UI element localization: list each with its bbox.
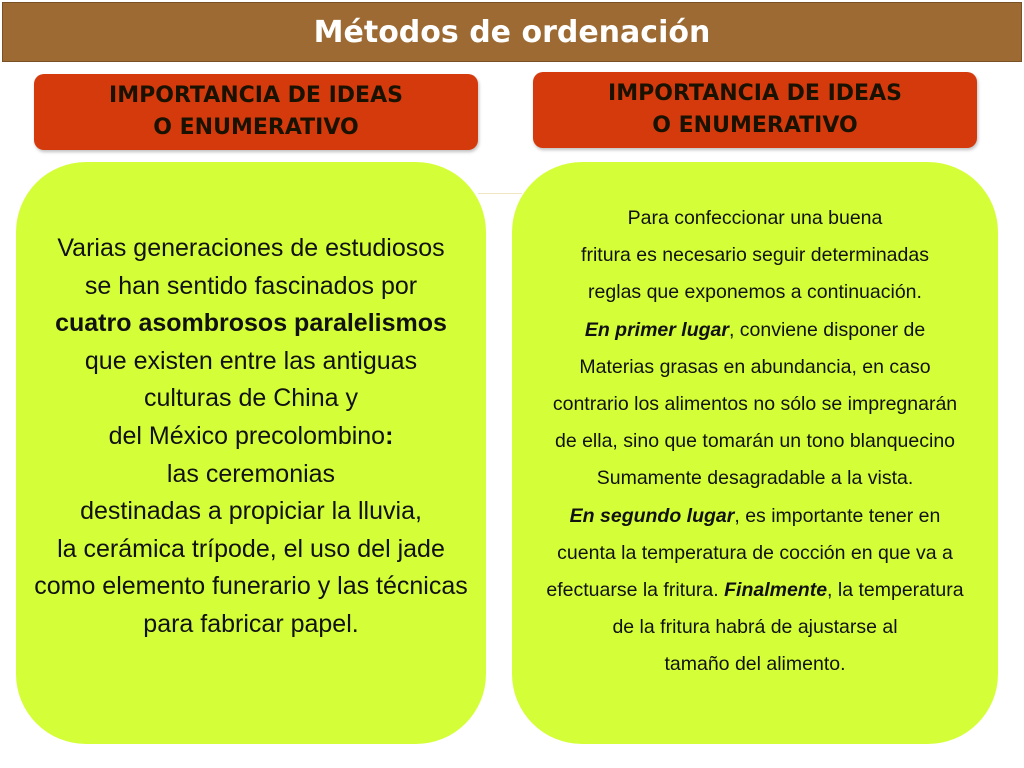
right-text-segment: , es importante tener en [734, 504, 941, 527]
left-paragraph-line [143, 606, 358, 644]
left-text-segment: se han sentido fascinados por [84, 271, 418, 300]
left-paragraph-line [80, 493, 422, 531]
right-header-line-2: O ENUMERATIVO [652, 113, 858, 138]
right-text-segment: Sumamente desagradable a la vista. [596, 467, 914, 490]
right-text-segment: cuenta la temperatura de cocción en que va a [557, 541, 953, 564]
right-paragraph-line [555, 423, 955, 460]
left-text-segment: del México precolombino [108, 421, 386, 450]
left-text-segment: como elemento funerario y las técnicas [34, 572, 468, 601]
right-text-segment: En segundo lugar [569, 504, 735, 527]
left-paragraph-line [55, 305, 447, 343]
right-paragraph-line [581, 237, 929, 274]
left-text-segment: Varias generaciones de estudiosos [57, 234, 445, 262]
right-text-segment: , conviene disponer de [728, 318, 926, 341]
right-paragraph-line [585, 312, 925, 349]
left-text-segment: destinadas a propiciar la lluvia, [80, 497, 422, 526]
left-text-segment: : [385, 421, 394, 450]
right-text-segment: tamaño del alimento. [664, 653, 846, 676]
left-header-line-1: IMPORTANCIA DE IDEAS [109, 83, 403, 108]
right-text-segment: contrario los alimentos no sólo se impregnarán [552, 393, 958, 416]
right-paragraph-line [612, 609, 897, 646]
left-paragraph-line [85, 343, 417, 381]
right-text-segment: En primer lugar [584, 318, 729, 341]
left-paragraph-line [57, 230, 444, 268]
left-text-segment: que existen entre las antiguas [84, 346, 418, 375]
left-text-segment: cuatro asombrosos paralelismos [55, 309, 447, 338]
right-paragraph-line [557, 535, 953, 572]
left-header-box [34, 74, 478, 150]
right-paragraph-line [546, 572, 963, 609]
right-text-segment: efectuarse la fritura. [546, 579, 725, 602]
left-paragraph-line [34, 568, 468, 606]
right-text-segment: Para confeccionar una buena [627, 207, 883, 229]
right-paragraph-line [597, 460, 914, 497]
page-title: Métodos de ordenación [313, 14, 711, 50]
left-text-segment: para fabricar papel. [143, 609, 359, 638]
right-header-line-1: IMPORTANCIA DE IDEAS [608, 81, 902, 106]
left-paragraph-line [167, 456, 335, 494]
left-text-segment: las ceremonias [166, 459, 336, 488]
left-paragraph-line [57, 531, 445, 569]
right-paragraph-line [588, 274, 922, 311]
right-paragraph-line [570, 498, 941, 535]
right-text-segment: Finalmente [724, 579, 828, 602]
left-text-segment: la cerámica trípode, el uso del jade [57, 534, 445, 563]
right-text-segment: fritura es necesario seguir determinadas [581, 244, 929, 267]
connector-divider [478, 193, 522, 194]
right-paragraph-line [579, 349, 930, 386]
right-paragraph-line [664, 646, 845, 683]
left-text-panel [16, 162, 486, 744]
title-bar [2, 2, 1022, 62]
left-paragraph-line [144, 380, 358, 418]
right-text-panel [512, 162, 998, 744]
left-paragraph-line [85, 268, 417, 306]
right-text-segment: , la temperatura [827, 579, 964, 602]
right-paragraph-line [628, 200, 883, 237]
left-header-line-2: O ENUMERATIVO [153, 115, 359, 140]
right-paragraph-line [553, 386, 957, 423]
right-text-segment: de la fritura habrá de ajustarse al [612, 616, 898, 639]
left-text-segment: culturas de China y [143, 384, 358, 413]
right-header-box [533, 72, 977, 148]
right-text-segment: de ella, sino que tomarán un tono blanquecino [554, 430, 956, 453]
right-text-segment: reglas que exponemos a continuación. [588, 281, 922, 304]
right-text-segment: Materias grasas en abundancia, en caso [579, 355, 931, 378]
left-paragraph-line [109, 418, 394, 456]
